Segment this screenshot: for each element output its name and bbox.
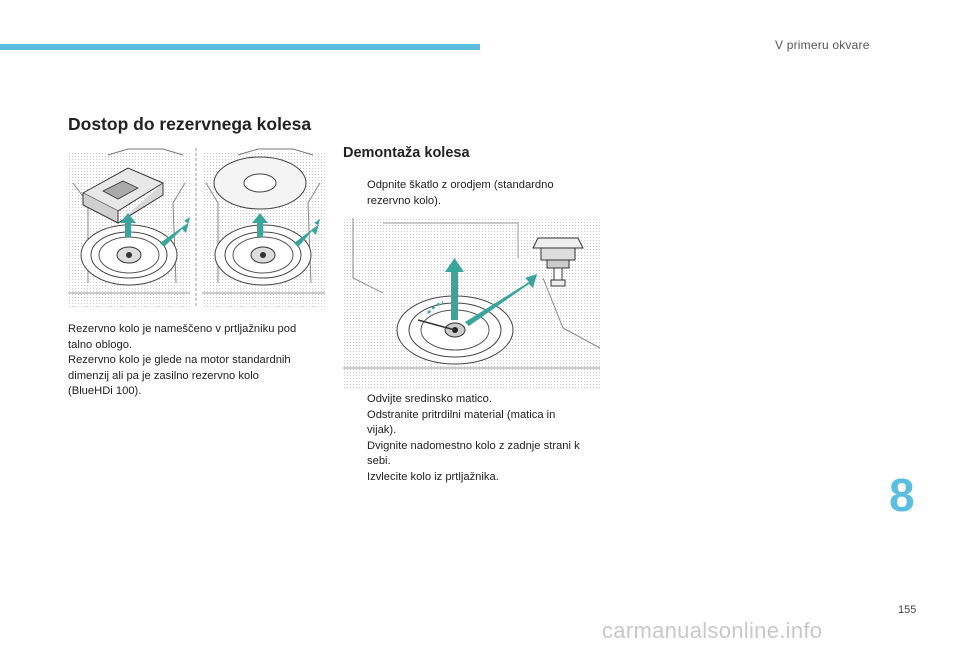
spare-wheel-access-illustration <box>68 143 325 313</box>
header-accent-bar <box>0 44 480 50</box>
intro-line: Rezervno kolo je glede na motor standardnih <box>68 354 291 366</box>
chapter-number: 8 <box>889 469 915 521</box>
step-item <box>343 408 608 439</box>
step-item <box>343 392 608 408</box>
page-number: 155 <box>898 604 917 616</box>
trunk-floor-cover-panel <box>202 149 325 308</box>
step-text-line: Odvijte sredinsko matico. <box>367 393 492 405</box>
step-text-line: sebi. <box>367 455 391 467</box>
section-header: V primeru okvare <box>775 38 870 52</box>
intro-line: (BlueHDi 100). <box>68 385 142 397</box>
trunk-toolbox-panel <box>68 149 190 308</box>
page-title: Dostop do rezervnega kolesa <box>68 114 312 134</box>
step-text-line: Dvignite nadomestno kolo z zadnje strani k <box>367 439 580 452</box>
step-text-line: Odpnite škatlo z orodjem (standardno <box>367 179 554 191</box>
step-text-line: rezervno kolo). <box>367 194 441 207</box>
section-title: Demontaža kolesa <box>343 145 470 161</box>
steps-list-bottom <box>343 392 608 485</box>
step-item <box>343 439 608 470</box>
watermark[interactable]: carmanualsonline.info <box>602 618 823 643</box>
steps-list-top <box>343 178 608 209</box>
intro-line: dimenzij ali pa je zasilno rezervno kolo <box>68 369 259 382</box>
step-text-line: Izvlecite kolo iz prtljažnika. <box>367 470 499 483</box>
step-text-line: Odstranite pritrdilni material (matica in <box>367 408 556 421</box>
step-item <box>343 178 608 209</box>
intro-line: Rezervno kolo je nameščeno v prtljažniku pod <box>68 323 297 335</box>
intro-line: talno oblogo. <box>68 338 133 351</box>
step-item <box>343 470 608 486</box>
wheel-nut-removal-illustration <box>343 218 600 388</box>
intro-paragraph <box>68 322 330 400</box>
step-text-line: vijak). <box>367 424 397 436</box>
